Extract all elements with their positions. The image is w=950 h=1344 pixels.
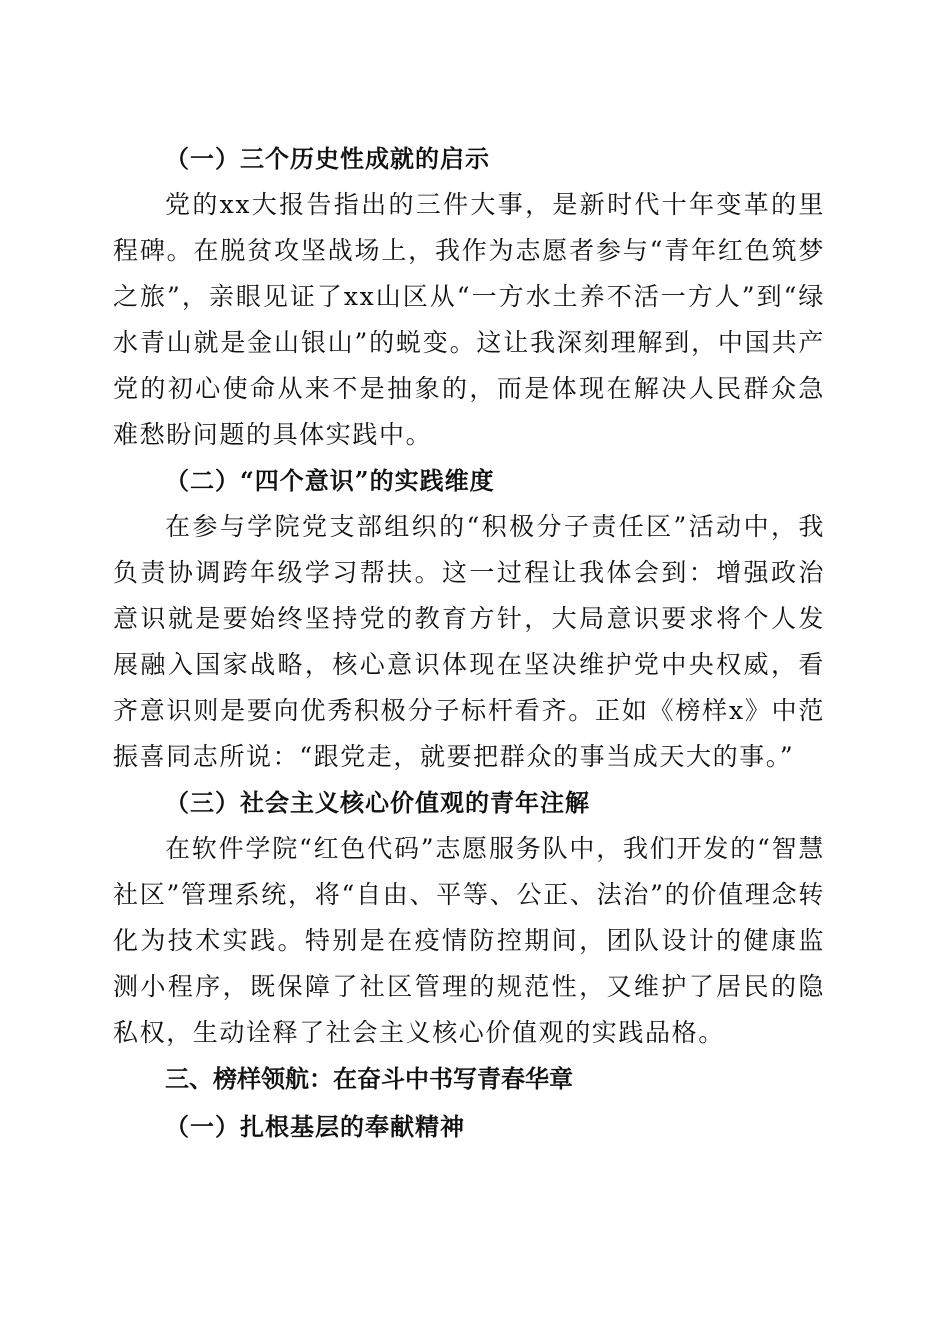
paragraph-achievements: 党的xx大报告指出的三件大事，是新时代十年变革的里程碑。在脱贫攻坚战场上，我作为志愿者参与“青年红色筑梦之旅”，亲眼见证了xx山区从“一方水土养不活一方人”到“绿水青山就是金山银山”的蜕变。这让我深刻理解到，中国共产党的初心使命从来不是抽象的，而是体现在解决人民群众急难愁盼问题的具体实践中。 <box>113 190 825 449</box>
document-body <box>113 136 825 1150</box>
subheading-core-values: （三）社会主义核心价值观的青年注解 <box>165 788 590 817</box>
paragraph-core-values: 在软件学院“红色代码”志愿服务队中，我们开发的“智慧社区”管理系统，将“自由、平等、公正、法治”的价值理念转化为技术实践。特别是在疫情防控期间，团队设计的健康监测小程序，既保障了社区管理的规范性，又维护了居民的隐私权，生动诠释了社会主义核心价值观的实践品格。 <box>113 834 825 1047</box>
subheading-achievements: （一）三个历史性成就的启示 <box>165 144 490 173</box>
subheading-four-consciousness: （二）“四个意识”的实践维度 <box>165 466 495 495</box>
section-heading-role-models: 三、榜样领航：在奋斗中书写青春华章 <box>165 1065 573 1093</box>
subheading-grassroots: （一）扎根基层的奉献精神 <box>165 1112 465 1141</box>
paragraph-four-consciousness: 在参与学院党支部组织的“积极分子责任区”活动中，我负责协调跨年级学习帮扶。这一过程让我体会到：增强政治意识就是要始终坚持党的教育方针，大局意识要求将个人发展融入国家战略，核心意识体现在坚决维护党中央权威，看齐意识则是要向优秀积极分子标杆看齐。正如《榜样x》中范振喜同志所说：“跟党走，就要把群众的事当成天大的事。” <box>113 512 825 771</box>
